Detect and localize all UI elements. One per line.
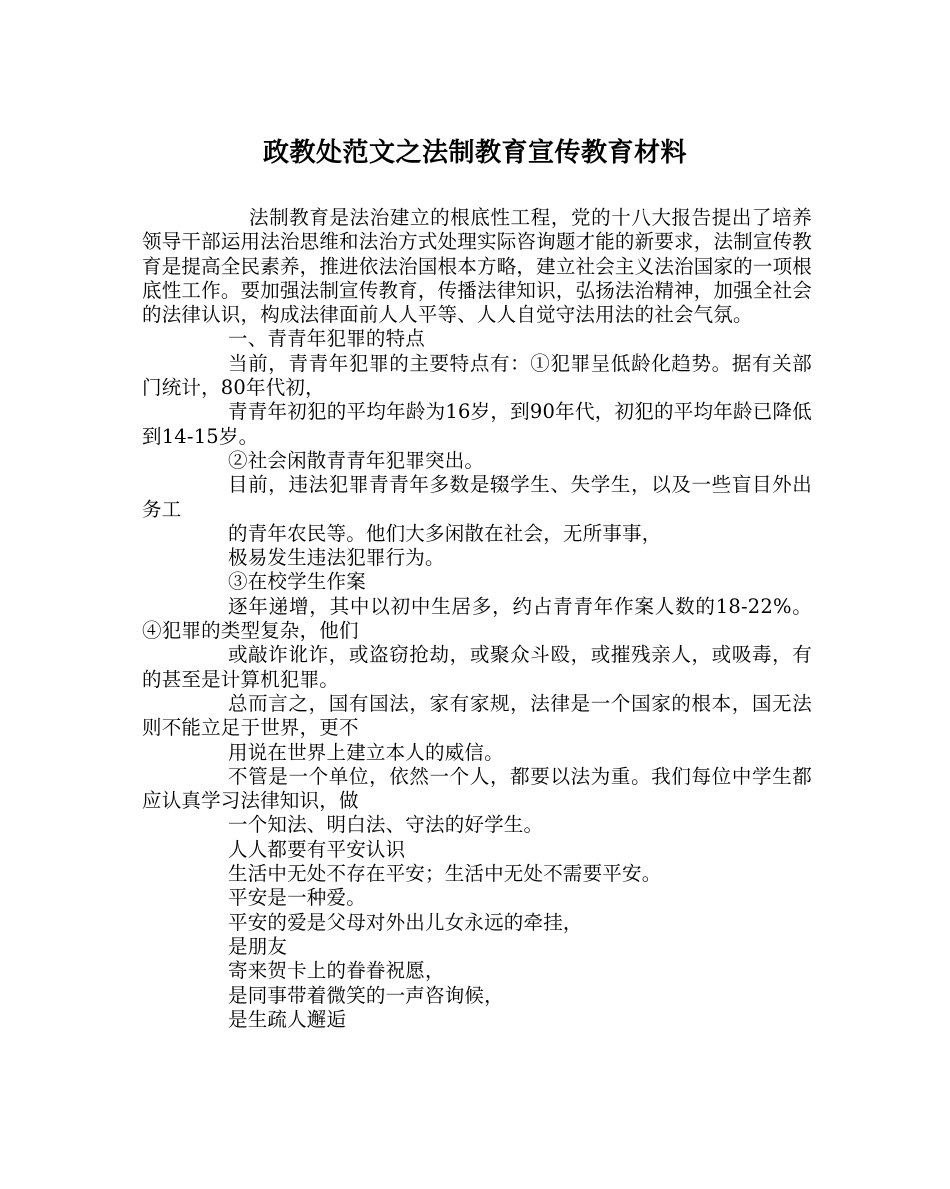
paragraph: ②社会闲散青青年犯罪突出。 bbox=[228, 448, 485, 472]
paragraph: ③在校学生作案 bbox=[228, 570, 366, 594]
paragraph: 是同事带着微笑的一声咨询候， bbox=[228, 983, 504, 1007]
document-body bbox=[142, 206, 812, 1032]
paragraph: 寄来贺卡上的眷眷祝愿， bbox=[228, 959, 445, 983]
paragraph: 平安的爱是父母对外出儿女永远的牵挂， bbox=[228, 910, 583, 934]
paragraph: 用说在世界上建立本人的威信。 bbox=[228, 740, 504, 764]
paragraph: 目前，违法犯罪青青年多数是辍学生、失学生，以及一些盲目外出务工 bbox=[142, 473, 812, 521]
paragraph: 青青年初犯的平均年龄为16岁，到90年代，初犯的平均年龄已降低到14-15岁。 bbox=[142, 400, 812, 448]
paragraph: 当前，青青年犯罪的主要特点有：①犯罪呈低龄化趋势。据有关部门统计，80年代初， bbox=[142, 351, 812, 400]
paragraph: 平安是一种爱。 bbox=[228, 886, 366, 910]
paragraph: 或敲诈讹诈，或盗窃抢劫，或聚众斗殴，或摧残亲人，或吸毒，有的甚至是计算机犯罪。 bbox=[142, 643, 812, 691]
paragraph: 极易发生违法犯罪行为。 bbox=[228, 546, 445, 570]
paragraph: 人人都要有平安认识 bbox=[228, 837, 406, 861]
paragraph: 是朋友 bbox=[228, 934, 288, 958]
paragraph: 不管是一个单位，依然一个人，都要以法为重。我们每位中学生都应认真学习法律知识，做 bbox=[142, 764, 812, 813]
paragraph: 逐年递增，其中以初中生居多，约占青青年作案人数的18-22%。④犯罪的类型复杂，他们 bbox=[142, 594, 812, 643]
paragraph: 生活中无处不存在平安；生活中无处不需要平安。 bbox=[228, 862, 662, 886]
paragraph: 总而言之，国有国法，家有家规，法律是一个国家的根本，国无法则不能立足于世界，更不 bbox=[142, 691, 812, 740]
document-title: 政教处范文之法制教育宣传教育材料 bbox=[262, 138, 687, 168]
paragraph: 一个知法、明白法、守法的好学生。 bbox=[228, 813, 544, 837]
paragraph: 是生疏人邂逅 bbox=[228, 1007, 347, 1031]
section-heading: 一、青青年犯罪的特点 bbox=[228, 327, 426, 351]
paragraph: 法制教育是法治建立的根底性工程，党的十八大报告提出了培养领导干部运用法治思维和法治方式处理实际咨询题才能的新要求，法制宣传教育是提高全民素养，推进依法治国根本方略，建立社会主义法治国家的一项根底性工作。要加强法制宣传教育，传播法律知识，弘扬法治精神，加强全社会的法律认识，构成法律面前人人平等、人人自觉守法用法的社会气氛。 bbox=[142, 206, 812, 327]
paragraph: 的青年农民等。他们大多闲散在社会，无所事事， bbox=[228, 521, 662, 545]
